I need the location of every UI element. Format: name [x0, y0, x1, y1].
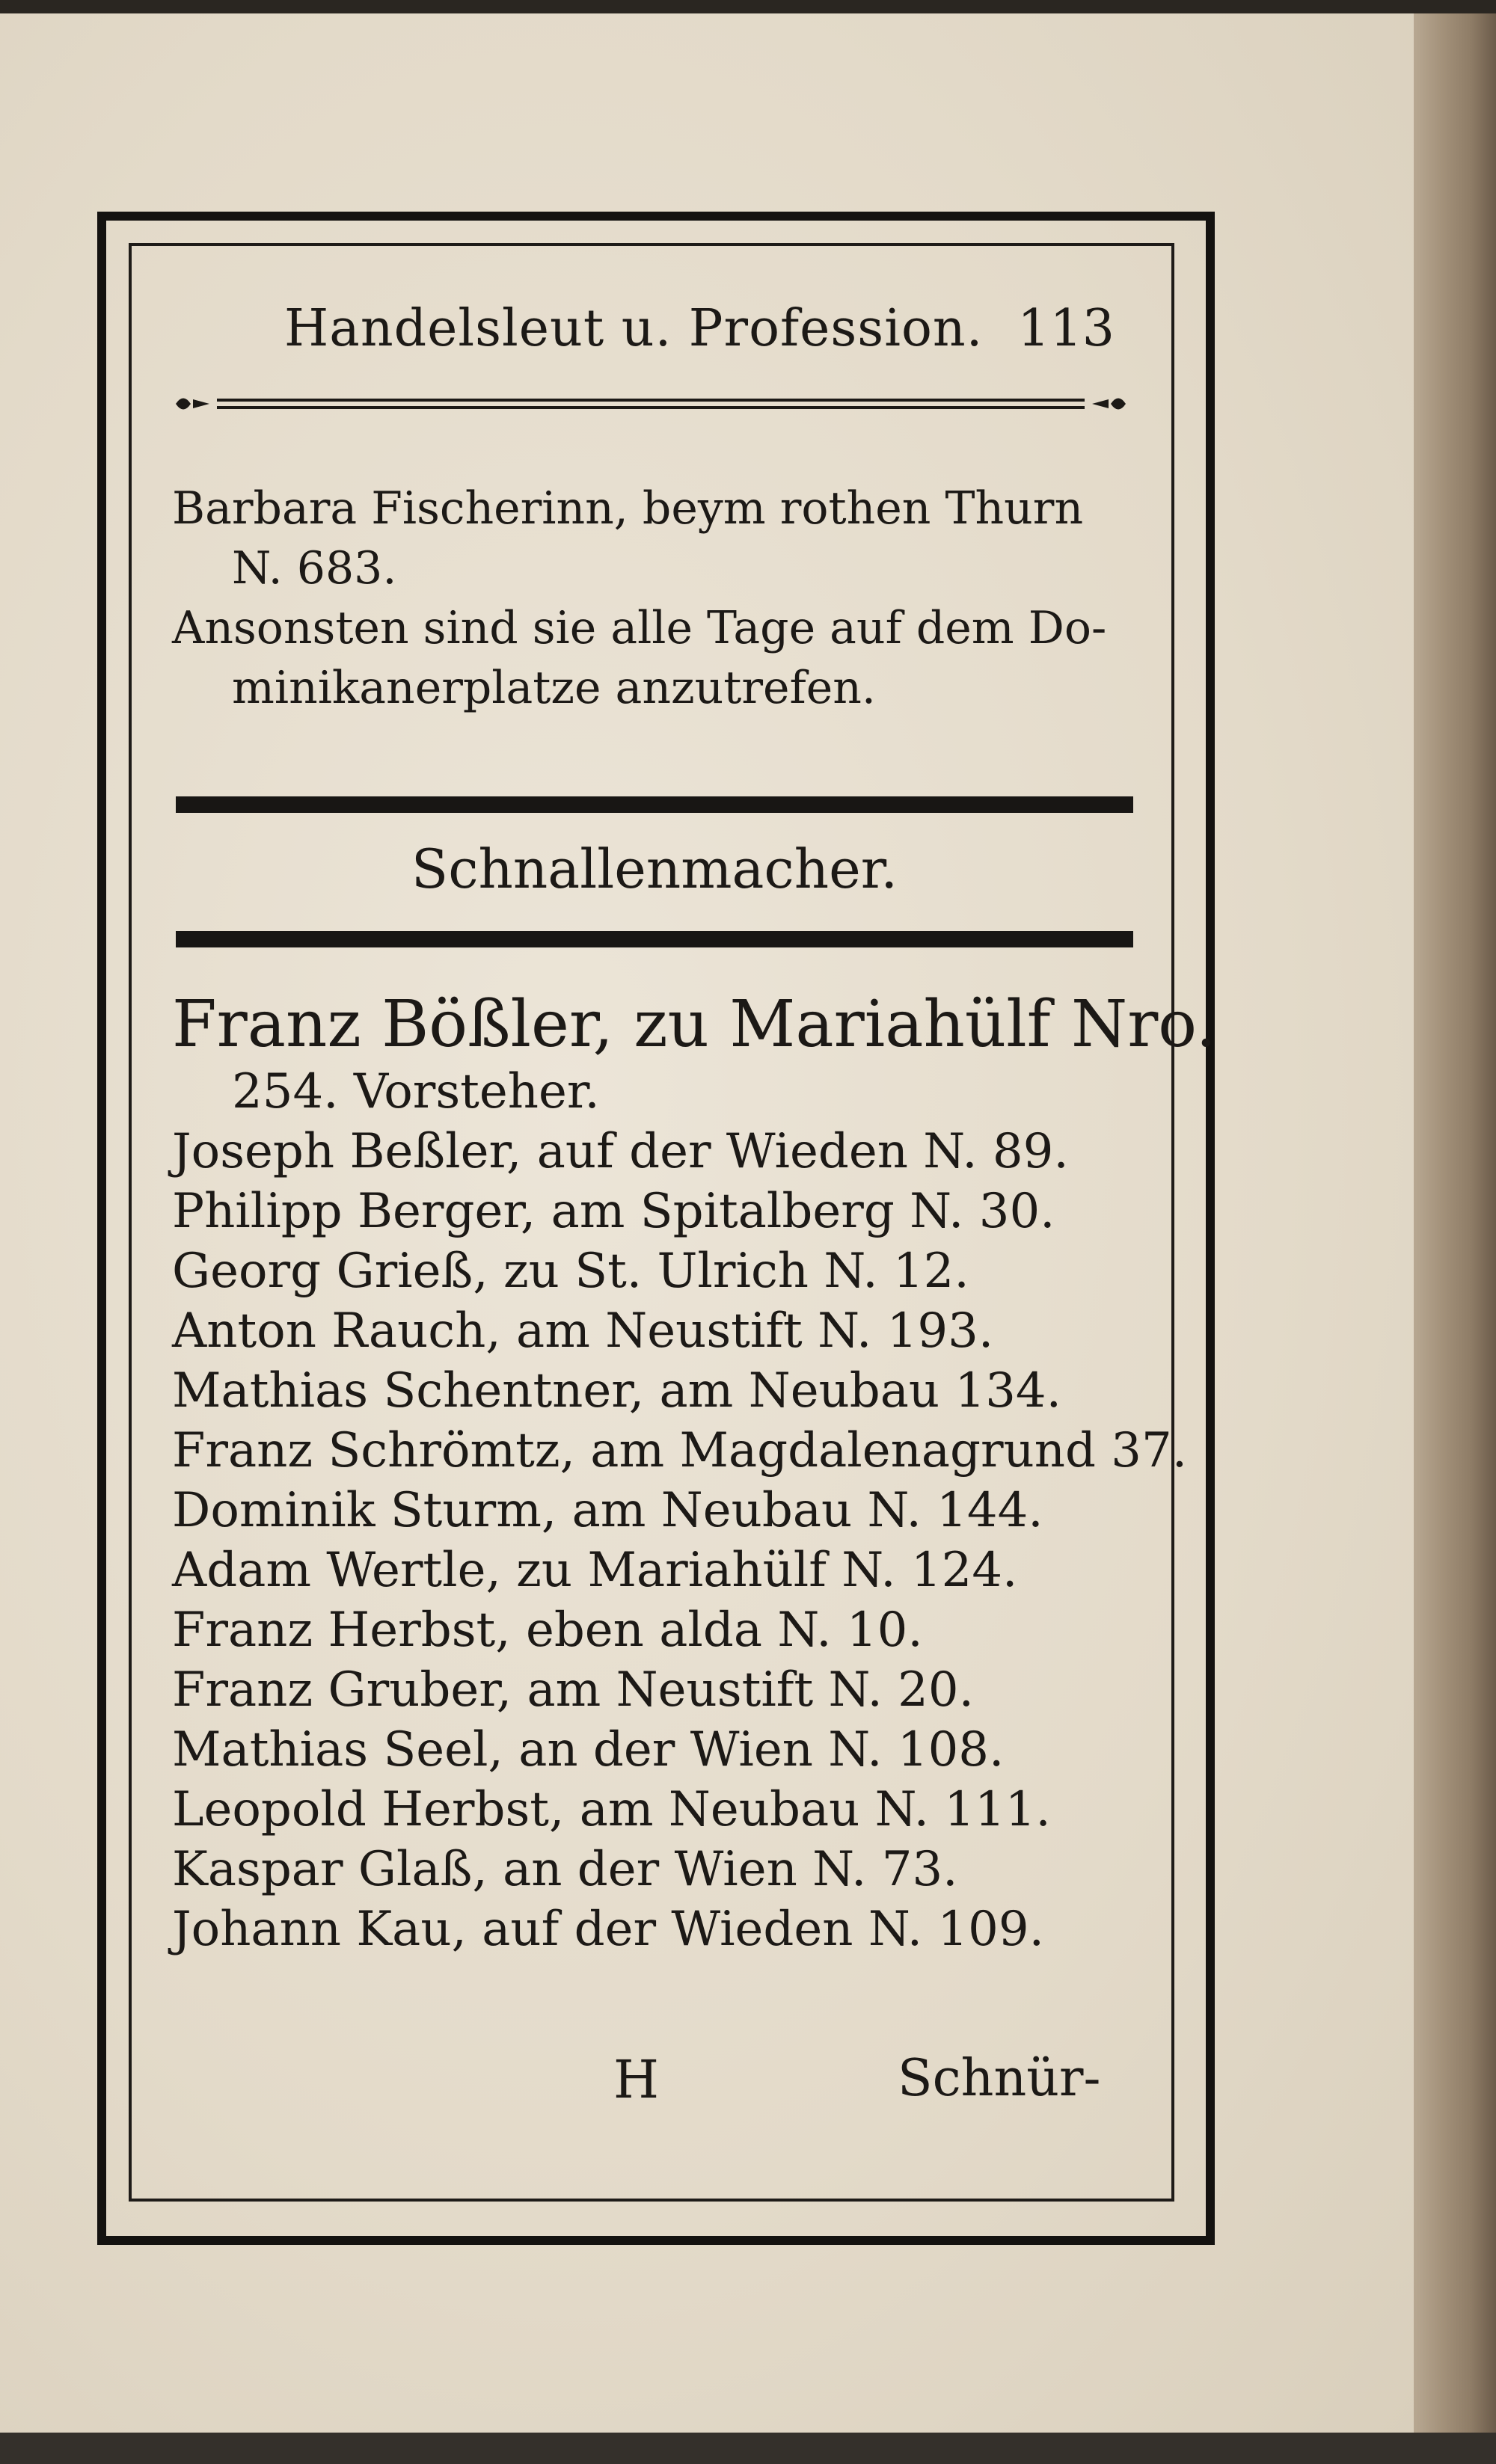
list-item: Kaspar Glaß, an der Wien N. 73.: [172, 1842, 958, 1897]
list-item: Dominik Sturm, am Neubau N. 144.: [172, 1483, 1043, 1538]
list-item: 254. Vorsteher.: [232, 1064, 600, 1119]
page-number: 113: [1017, 299, 1115, 358]
section-heading: Schnallenmacher.: [411, 838, 898, 900]
list-item: Franz Gruber, am Neustift N. 20.: [172, 1662, 974, 1718]
catchword: Schnür-: [898, 2049, 1101, 2108]
section-rule-bottom: [176, 931, 1133, 947]
list-item: Franz Schrömtz, am Magdalenagrund 37.: [172, 1423, 1188, 1478]
scan-background: [0, 2433, 1496, 2464]
page-edge: [1414, 13, 1496, 2433]
running-header: [172, 292, 1137, 374]
list-item: Mathias Seel, an der Wien N. 108.: [172, 1722, 1005, 1778]
list-item: Franz Bößler, zu Mariahülf Nro.: [172, 987, 1216, 1062]
entry-list: [172, 987, 1216, 2019]
list-item: Johann Kau, auf der Wieden N. 109.: [172, 1902, 1044, 1957]
intro-line: Ansonsten sind sie alle Tage auf dem Do-: [172, 602, 1107, 654]
signature-mark: H: [613, 2049, 660, 2110]
ornamental-rule: [172, 389, 1129, 419]
intro-line: N. 683.: [232, 542, 397, 595]
intro-line: Barbara Fischerinn, beym rothen Thurn: [172, 482, 1084, 535]
intro-line: minikanerplatze anzutrefen.: [232, 662, 876, 714]
running-title: Handelsleut u. Profession.: [284, 299, 984, 358]
intro-text: [172, 479, 1152, 733]
list-item: Franz Herbst, eben alda N. 10.: [172, 1603, 923, 1658]
list-item: Philipp Berger, am Spitalberg N. 30.: [172, 1184, 1055, 1239]
list-item: Georg Grieß, zu St. Ulrich N. 12.: [172, 1244, 969, 1299]
list-item: Leopold Herbst, am Neubau N. 111.: [172, 1782, 1051, 1837]
ornament-icon: [172, 389, 1129, 419]
list-item: Anton Rauch, am Neustift N. 193.: [172, 1303, 994, 1359]
section-rule-top: [176, 796, 1133, 813]
list-item: Mathias Schentner, am Neubau 134.: [172, 1363, 1061, 1419]
list-item: Joseph Beßler, auf der Wieden N. 89.: [172, 1124, 1069, 1179]
list-item: Adam Wertle, zu Mariahülf N. 124.: [172, 1543, 1018, 1598]
